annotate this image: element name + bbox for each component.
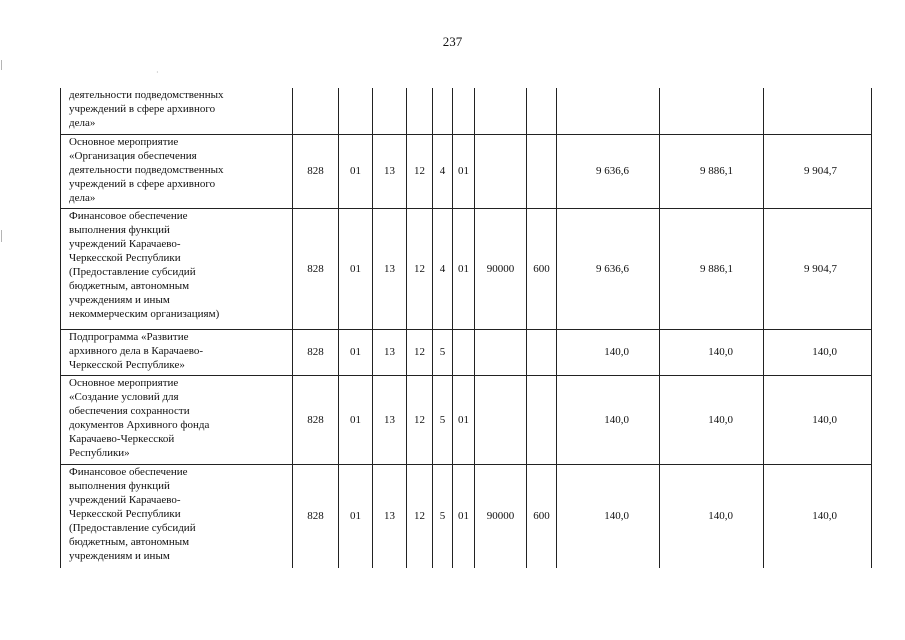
row-name-cell [61, 208, 293, 329]
expense-type-cell: 600 [527, 464, 557, 568]
scan-margin-mark [1, 60, 2, 70]
admin-code-cell: 828 [293, 208, 339, 329]
subprogram-code-cell: 5 [433, 329, 453, 375]
row-name-line: Подпрограмма «Развитие [69, 330, 189, 343]
row-name-line: бюджетным, автономным [69, 279, 190, 292]
subsection-code-cell: 13 [373, 208, 407, 329]
amount-year-1-cell [557, 88, 660, 134]
subsection-code-cell: 13 [373, 375, 407, 464]
event-code-cell: 01 [453, 134, 475, 208]
row-name-line: выполнения функций [69, 479, 170, 492]
row-name-line: Черкесской Республики [69, 507, 181, 520]
row-name-cell [61, 88, 293, 134]
amount-year-2-cell: 140,0 [660, 464, 764, 568]
admin-code-cell: 828 [293, 329, 339, 375]
subprogram-code-cell: 5 [433, 464, 453, 568]
row-name-line: учреждений Карачаево- [69, 237, 181, 250]
row-name-line: обеспечения сохранности [69, 404, 190, 417]
subsection-code-cell: 13 [373, 329, 407, 375]
program-code-cell: 12 [407, 464, 433, 568]
row-name-line: Черкесской Республике» [69, 358, 185, 371]
direction-code-cell [475, 329, 527, 375]
scan-speck: · [156, 68, 159, 77]
section-code-cell: 01 [339, 208, 373, 329]
table-row [61, 375, 872, 464]
row-name-line: учреждений Карачаево- [69, 493, 181, 506]
amount-year-2-cell: 9 886,1 [660, 208, 764, 329]
row-name-cell [61, 329, 293, 375]
amount-year-2-cell: 140,0 [660, 329, 764, 375]
program-code-cell: 12 [407, 329, 433, 375]
row-name-cell [61, 134, 293, 208]
row-name-line: документов Архивного фонда [69, 418, 210, 431]
amount-year-2-cell: 9 886,1 [660, 134, 764, 208]
subsection-code-cell: 13 [373, 464, 407, 568]
row-name-line: (Предоставление субсидий [69, 265, 196, 278]
admin-code-cell [293, 88, 339, 134]
row-name-line: учреждений в сфере архивного [69, 177, 216, 190]
admin-code-cell: 828 [293, 134, 339, 208]
direction-code-cell: 90000 [475, 464, 527, 568]
row-name-line: Финансовое обеспечение [69, 209, 188, 222]
page-number: 237 [442, 34, 463, 49]
table-row [61, 134, 872, 208]
row-name-line: дела» [69, 117, 96, 129]
section-code-cell: 01 [339, 329, 373, 375]
amount-year-3-cell: 9 904,7 [764, 134, 872, 208]
row-name-line: дела» [69, 191, 96, 204]
budget-table-body [61, 88, 872, 568]
subprogram-code-cell: 4 [433, 208, 453, 329]
amount-year-2-cell: 140,0 [660, 375, 764, 464]
row-name-line: учреждениям и иным [69, 549, 170, 562]
row-name-line: выполнения функций [69, 223, 170, 236]
row-name-line: Республики» [69, 446, 130, 459]
subsection-code-cell [373, 88, 407, 134]
row-name-line: Карачаево-Черкесской [69, 432, 175, 445]
amount-year-3-cell: 140,0 [764, 329, 872, 375]
table-row [61, 208, 872, 329]
subprogram-code-cell: 5 [433, 375, 453, 464]
amount-year-3-cell: 140,0 [764, 375, 872, 464]
row-name-line: (Предоставление субсидий [69, 521, 196, 534]
section-code-cell: 01 [339, 134, 373, 208]
section-code-cell [339, 88, 373, 134]
event-code-cell [453, 88, 475, 134]
row-name-line: Основное мероприятие [69, 376, 179, 389]
row-name-line: Основное мероприятие [69, 135, 179, 148]
table-row [61, 464, 872, 568]
expense-type-cell: 600 [527, 208, 557, 329]
program-code-cell: 12 [407, 375, 433, 464]
row-name-line: деятельности подведомственных [69, 89, 224, 101]
direction-code-cell [475, 375, 527, 464]
section-code-cell: 01 [339, 464, 373, 568]
subsection-code-cell: 13 [373, 134, 407, 208]
subprogram-code-cell [433, 88, 453, 134]
expense-type-cell [527, 134, 557, 208]
direction-code-cell [475, 134, 527, 208]
event-code-cell [453, 329, 475, 375]
row-name-line: бюджетным, автономным [69, 535, 190, 548]
program-code-cell [407, 88, 433, 134]
direction-code-cell: 90000 [475, 208, 527, 329]
amount-year-2-cell [660, 88, 764, 134]
row-name-line: «Организация обеспечения [69, 149, 197, 162]
amount-year-1-cell: 140,0 [557, 464, 660, 568]
subprogram-code-cell: 4 [433, 134, 453, 208]
budget-table [60, 88, 872, 568]
row-name-line: учреждениям и иным [69, 293, 170, 306]
amount-year-1-cell: 9 636,6 [557, 134, 660, 208]
expense-type-cell [527, 329, 557, 375]
row-name-line: Черкесской Республики [69, 251, 181, 264]
amount-year-1-cell: 140,0 [557, 375, 660, 464]
table-row [61, 329, 872, 375]
section-code-cell: 01 [339, 375, 373, 464]
row-name-cell [61, 464, 293, 568]
admin-code-cell: 828 [293, 375, 339, 464]
row-name-line: некоммерческим организациям) [69, 307, 220, 320]
amount-year-1-cell: 140,0 [557, 329, 660, 375]
expense-type-cell [527, 88, 557, 134]
admin-code-cell: 828 [293, 464, 339, 568]
event-code-cell: 01 [453, 208, 475, 329]
event-code-cell: 01 [453, 375, 475, 464]
row-name-line: Финансовое обеспечение [69, 465, 188, 478]
row-name-cell [61, 375, 293, 464]
scan-margin-mark [1, 230, 2, 242]
table-row [61, 88, 872, 134]
amount-year-3-cell: 9 904,7 [764, 208, 872, 329]
row-name-line: деятельности подведомственных [69, 163, 224, 176]
amount-year-3-cell: 140,0 [764, 464, 872, 568]
event-code-cell: 01 [453, 464, 475, 568]
program-code-cell: 12 [407, 208, 433, 329]
amount-year-3-cell [764, 88, 872, 134]
row-name-line: «Создание условий для [69, 390, 179, 403]
direction-code-cell [475, 88, 527, 134]
amount-year-1-cell: 9 636,6 [557, 208, 660, 329]
row-name-line: архивного дела в Карачаево- [69, 344, 203, 357]
program-code-cell: 12 [407, 134, 433, 208]
row-name-line: учреждений в сфере архивного [69, 103, 216, 115]
expense-type-cell [527, 375, 557, 464]
